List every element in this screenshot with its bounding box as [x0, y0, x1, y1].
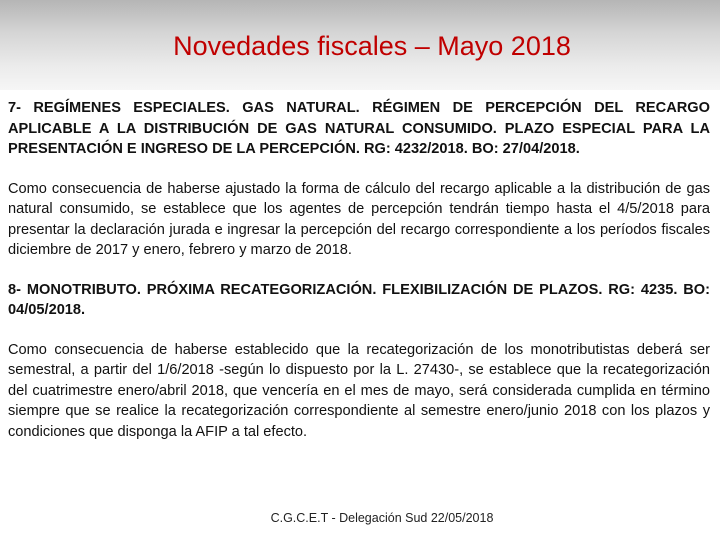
section-8-heading: 8- MONOTRIBUTO. PRÓXIMA RECATEGORIZACIÓN. FLEXIBILIZACIÓN DE PLAZOS. RG: 4235. BO: 04/05/2018. — [8, 281, 710, 318]
slide-footer: C.G.C.E.T - Delegación Sud 22/05/2018 — [270, 511, 494, 525]
spacer — [8, 261, 710, 280]
section-8-body: Como consecuencia de haberse establecido que la recategorización de los monotributistas deberá ser semestral, a partir del 1/6/2018 -según lo dispuesto por la L. 27430-, se establece que la recategorización del cuatrimestre enero/abril 2018, que vencería en el mes de mayo, será considerada cumplida en término siempre que se realice la recategorización correspondiente al semestre enero/junio 2018 con los plazos y condiciones que disponga la AFIP a tal efecto. — [8, 341, 710, 440]
section-7-body: Como consecuencia de haberse ajustado la forma de cálculo del recargo aplicable a la distribución de gas natural consumido, se establece que los agentes de percepción tendrán tiempo hasta el 4/5/2018 para presentar la declaración jurada e ingresar la percepción del recargo correspondiente a los períodos fiscales diciembre de 2017 y enero, febrero y marzo de 2018. — [8, 180, 710, 258]
section-7-heading: 7- REGÍMENES ESPECIALES. GAS NATURAL. RÉGIMEN DE PERCEPCIÓN DEL RECARGO APLICABLE A LA DISTRIBUCIÓN DE GAS NATURAL CONSUMIDO. PLAZO ESPECIAL PARA LA PRESENTACIÓN E INGRESO DE LA PERCEPCIÓN. RG: 4232/2018. BO: 27/04/2018. — [8, 100, 710, 157]
header-band — [0, 0, 720, 90]
slide-title: Novedades fiscales – Mayo 2018 — [173, 31, 571, 61]
spacer — [8, 160, 710, 179]
slide-content — [8, 98, 710, 442]
spacer — [8, 321, 710, 340]
